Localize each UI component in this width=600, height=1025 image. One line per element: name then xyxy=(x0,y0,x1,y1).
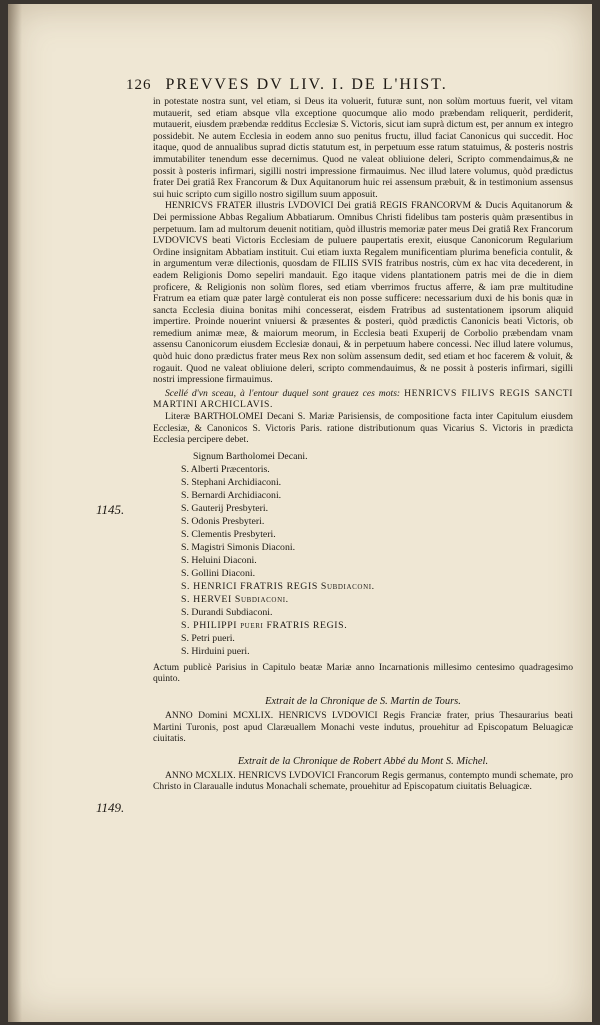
entry-1145-text: Literæ BARTHOLOMEI Decani S. Mariæ Parisiensis, de compositione facta inter Capitulum eiusdem Ecclesiæ, & Canonicos S. Victoris Paris. ratione distributionum quas Vicarius S. Victoris in prædicta Ecclesia percipere debet. xyxy=(153,411,573,446)
book-page xyxy=(8,4,592,1022)
extract-title-tours: Extrait de la Chronique de S. Martin de Tours. xyxy=(265,696,461,707)
page-number: 126 xyxy=(126,77,152,93)
signature-item: S. Gauterij Presbyteri. xyxy=(181,502,269,514)
signature-item: S. Hirduini pueri. xyxy=(181,645,250,657)
seal-description xyxy=(153,388,573,411)
actum-text: Actum publicè Parisius in Capitulo beatæ Mariæ anno Incarnationis millesimo centesimo quadragesimo quinto. xyxy=(153,661,573,685)
page-body xyxy=(153,96,573,793)
extract-text-tours: ANNO Domini MCXLIX. HENRICVS LVDOVICI Regis Franciæ frater, prius Thesaurarius beati Martini Turonis, post apud Claræuallem Monachi veste indutus, prouehitur ad Episcopatum Beluagicæ ciuitatis. xyxy=(153,710,573,745)
margin-date-1149: 1149. xyxy=(96,800,125,815)
running-head: PREVVES DV LIV. I. DE L'HIST. xyxy=(165,76,448,93)
signature-item: S. Magistri Simonis Diaconi. xyxy=(181,541,296,553)
signature-item: S. HENRICI FRATRIS REGIS Subdiaconi. xyxy=(181,580,375,592)
extract-title-mont-saint-michel: Extrait de la Chronique de Robert Abbé du Mont S. Michel. xyxy=(237,755,489,767)
extract-text-mont-saint-michel: ANNO MCXLIX. HENRICVS LVDOVICI Francorum Regis germanus, contempto mundi schemate, pro Christo in Claraualle indutus Monachali schemate, prouehitur ad Episcopatum ciuitatis Beluagicæ. xyxy=(153,769,573,793)
page-header xyxy=(126,76,592,94)
signature-item: S. Clementis Presbyteri. xyxy=(181,528,276,540)
signature-list xyxy=(181,450,573,658)
seal-legend: HENRICVS FILIVS REGIS SANCTI MARTINI ARCHICLAVIS. xyxy=(153,387,574,411)
page-spine-shadow xyxy=(8,4,22,1022)
signature-item: S. PHILIPPI pueri FRATRIS REGIS. xyxy=(181,619,348,631)
signature-item: S. Alberti Præcentoris. xyxy=(181,463,270,475)
signature-item: S. Petri pueri. xyxy=(181,632,235,644)
paragraph-charter-end: in potestate nostra sunt, vel etiam, si Deus ita voluerit, futuræ sunt, non solùm mortuus fuerit, vel vitam mutauerit, sed etiam absque vlla exceptione quocumque alio modo præbendam reliquerit, perdiderit, mutauerit, eiusdem præbendæ redditus Ecclesiæ S. Victoris, sicut iam suprà dictum est, per annum ex integro possidebit. Ne autem Ecclesia in eodem anno suo penitus fructu, illud faciat Canonicus qui succedit. Hoc itaque, quod de annualibus suprad dictis statutum est, in perpetuum esse ratum statuimus, & posteris nostris immutabiliter tenendum esse decernimus. Quod ne valeat obliuione deleri, Scripto commendaimus,& ne possit à posteris infirmari, sigilli nostri impressione firmauimus. Nec illud latere volumus, quòd prædictus frater Dei gratiâ Rex Francorum & Dux Aquitanorum huic rei assensum præbuit, & in testimonium assensus sui huic scripto cum sigillo nostro sigillum suum apposuit. xyxy=(153,96,573,200)
signature-item: S. Bernardi Archidiaconi. xyxy=(181,489,282,501)
signature-item: S. Stephani Archidiaconi. xyxy=(181,476,282,488)
margin-date-1145: 1145. xyxy=(96,502,125,517)
signature-item: Signum Bartholomei Decani. xyxy=(193,450,308,462)
seal-prefix: Scellé d'vn sceau, à l'entour duquel sont grauez ces mots: xyxy=(165,387,401,399)
paragraph-henricus-charter: HENRICVS FRATER illustris LVDOVICI Dei gratiâ REGIS FRANCORVM & Ducis Aquitanorum & Dei permissione Abbas Regalium Abbatiarum. Omnibus Christi fidelibus tam posteris quàm præsentibus in perpetuum. Iam ad multorum deuenit notitiam, quòd illustris memoriæ pater meus Dei gratiâ Rex Francorum LVDOVICVS beati Victoris Ecclesiam de puluere paupertatis erexit, eiusque Canonicorum Regularium Ordine insignitam Abbatiam instituit. Cui etiam iuxta Regalem munificentiam plurima beneficia contulit, & in argumentum veræ dilectionis, quosdam de FILIIS SVIS fratribus nostris, cùm ex hac vita decederent, in eadem Religionis Domo sepeliri mandauit. Ego itaque videns plantationem patris mei de die in diem proficere, & Religionis non solùm flores, sed etiam vberrimos fructus afferre, & iam præ multitudine Fratrum ea etiam quæ pater largè contulerat eis non posse sufficere: necessarium duxi de his bonis quæ in sancta Ecclesia diuina bonitas mihi concesserat, eisdem Fratribus ad sustentationem ipsorum aliquid impertire. Proinde nouerint vniuersi & præsentes & posteri, quòd prædictis Canonicis beati Victoris, ob remedium animæ meæ, & maiorum meorum, in Ecclesia beati Exuperij de Corbolio præbendam vnam assensu Canonicorum eiusdem Ecclesiæ donaui, & in perpetuum habere concessi. Nec illud latere volumus, quòd huic dono prædictus frater meus Rex non solùm assensum dedit, sed etiam et hoc facerem & voluit, & rogauit. Quod ne valeat obliuione deleri, scripto commendauimus, & ne possit à posteris infirmari, sigilli nostri impressione firmauimus. xyxy=(153,200,573,386)
signature-item: S. Heluini Diaconi. xyxy=(181,554,257,566)
signature-item: S. HERVEI Subdiaconi. xyxy=(181,593,289,605)
signature-item: S. Durandi Subdiaconi. xyxy=(181,606,273,618)
signature-item: S. Odonis Presbyteri. xyxy=(181,515,265,527)
signature-item: S. Gollini Diaconi. xyxy=(181,567,256,579)
